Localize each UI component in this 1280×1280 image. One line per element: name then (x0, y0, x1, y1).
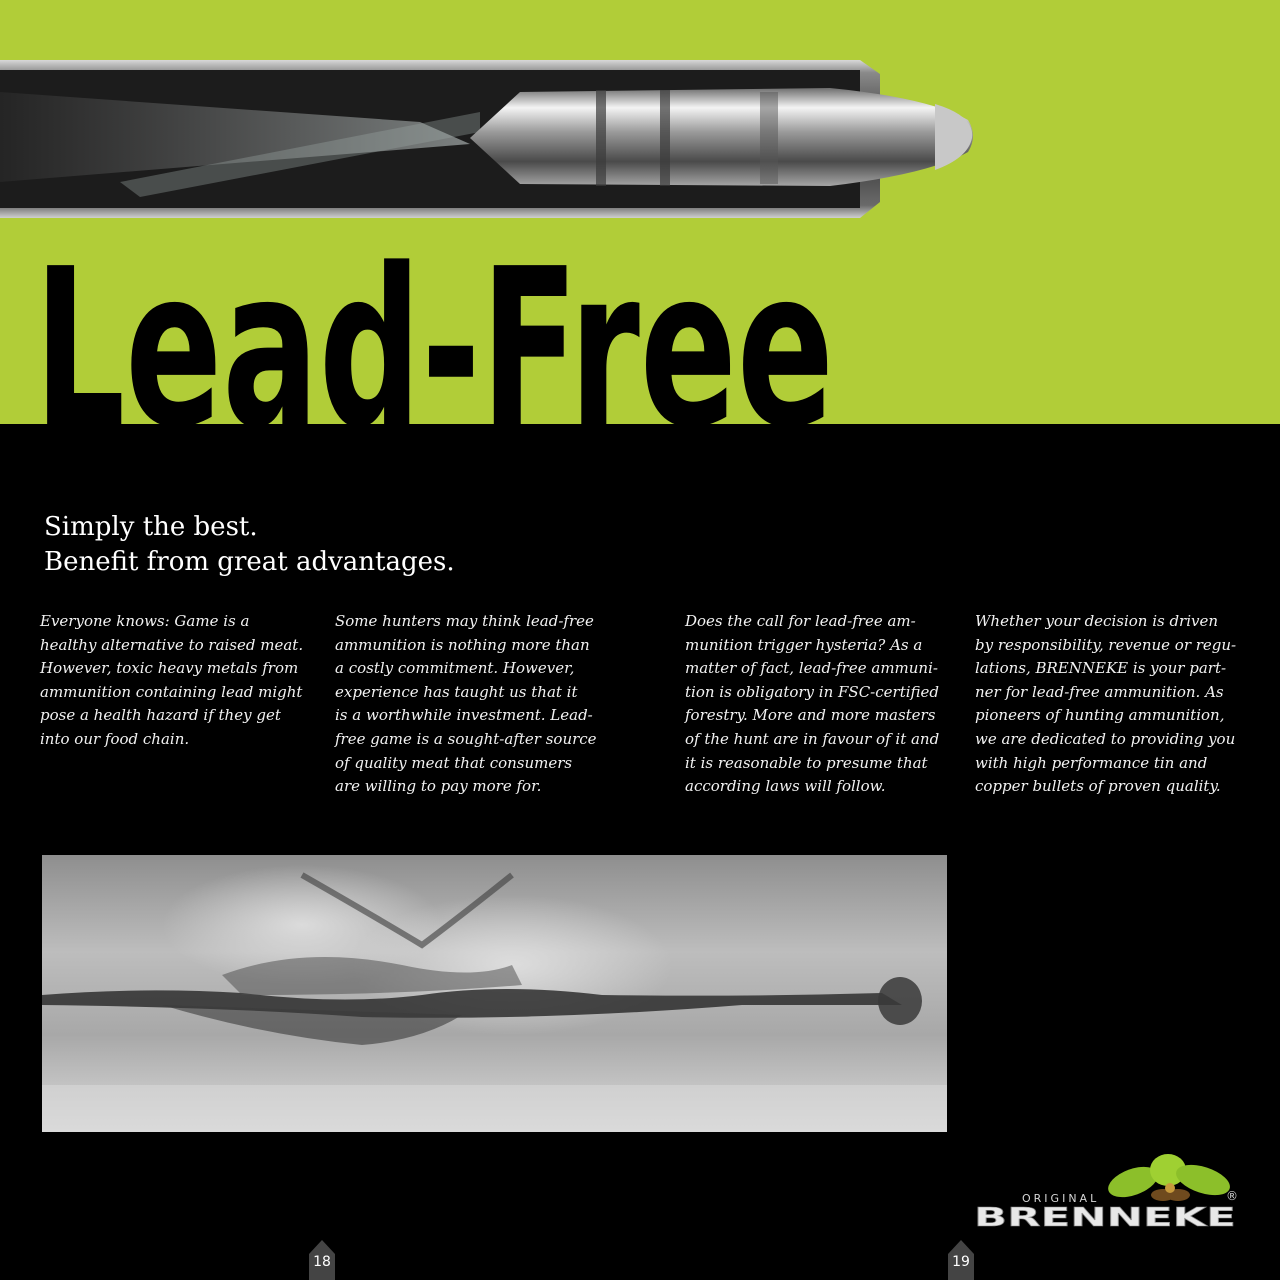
text-line: experience has taught us that it (335, 682, 578, 701)
text-line: are willing to pay more for. (335, 777, 542, 796)
text-line: into our food chain. (40, 729, 190, 748)
bullet-in-barrel-image (0, 52, 1000, 232)
text-line: ner for lead-free ammunition. As (975, 682, 1224, 701)
brenneke-logo (968, 1150, 1248, 1235)
text-line: ammunition containing lead might (40, 682, 303, 701)
page-number-left-text: 18 (313, 1254, 331, 1270)
page-number-left (305, 1240, 339, 1280)
text-line: copper bullets of proven quality. (975, 777, 1221, 796)
headline-text: Lead-Free (34, 223, 834, 476)
text-line: Does the call for lead-free am- (685, 612, 916, 630)
text-line: Everyone knows: Game is a (40, 612, 250, 630)
text-line: ammunition is nothing more than (335, 635, 590, 654)
text-line: lations, BRENNEKE is your part- (975, 659, 1227, 678)
text-line: of the hunt are in favour of it and (685, 729, 940, 748)
text-line: Some hunters may think lead-free (335, 612, 594, 630)
logo-brand-text: BRENNEKE (974, 1203, 1236, 1233)
headline-lead-free (34, 223, 864, 476)
body-column-1 (40, 610, 310, 752)
text-line: we are dedicated to providing you (975, 729, 1236, 748)
text-line: healthy alternative to raised meat. (40, 635, 304, 654)
text-line: a costly commitment. However, (335, 659, 575, 678)
text-line: Whether your decision is driven (975, 612, 1219, 630)
text-line: by responsibility, revenue or regu- (975, 635, 1237, 654)
body-column-3 (685, 610, 955, 799)
page-number-right-text: 19 (952, 1254, 970, 1270)
text-line: pose a health hazard if they get (40, 706, 281, 725)
oak-leaves-icon (1104, 1154, 1234, 1203)
body-column-4 (975, 610, 1245, 799)
text-line: pioneers of hunting ammunition, (975, 706, 1225, 725)
text-line: munition trigger hysteria? As a (685, 635, 923, 654)
ballistic-gelatin-photo (42, 855, 947, 1132)
text-line: it is reasonable to presume that (685, 753, 928, 772)
text-line: of quality meat that consumers (335, 753, 573, 772)
text-line: forestry. More and more masters (685, 706, 936, 725)
text-line: according laws will follow. (685, 777, 886, 796)
logo-original-text: ORIGINAL (1022, 1192, 1100, 1205)
body-column-2 (335, 610, 605, 799)
logo-registered-mark: ® (1226, 1189, 1238, 1203)
text-line: free game is a sought-after source (335, 729, 597, 748)
text-line: with high performance tin and (975, 753, 1208, 772)
text-line: is a worthwhile investment. Lead- (335, 706, 593, 725)
subheading-line-2: Benefit from great advantages. (44, 547, 455, 577)
subheading (44, 510, 644, 580)
subheading-line-1: Simply the best. (44, 512, 258, 542)
text-line: tion is obligatory in FSC-certified (685, 682, 940, 701)
text-line: However, toxic heavy metals from (40, 659, 299, 678)
text-line: matter of fact, lead-free ammuni- (685, 659, 938, 678)
page-number-right (944, 1240, 978, 1280)
